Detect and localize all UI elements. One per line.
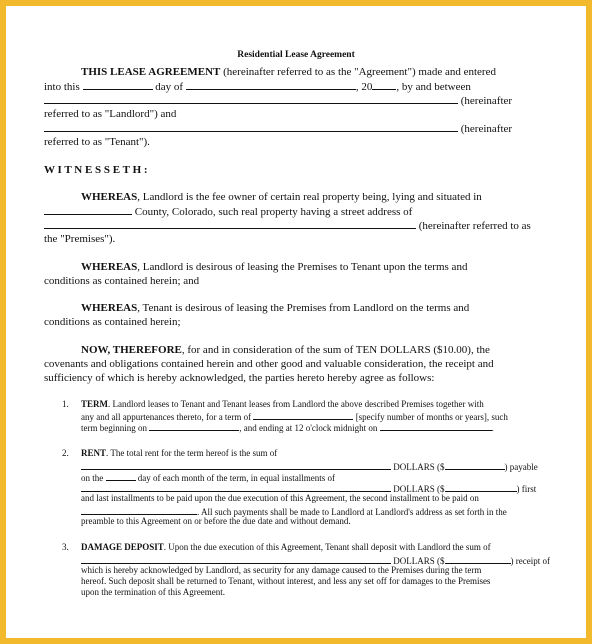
day-blank[interactable] — [83, 80, 153, 90]
whereas-1-line-4: the "Premises"). — [44, 233, 116, 245]
rent-line-5: and last installments to be paid upon the due execution of this Agreement, the second installment to be paid on — [81, 493, 479, 503]
year-blank[interactable] — [372, 80, 396, 90]
intro-line-5: (hereinafter — [44, 122, 512, 136]
deposit-line-5: upon the termination of this Agreement. — [81, 587, 225, 597]
whereas-2-line-2: conditions as contained herein; and — [44, 275, 200, 287]
deposit-words-blank[interactable] — [81, 554, 391, 564]
installment-amount-blank[interactable] — [445, 482, 517, 492]
rent-line-2: DOLLARS ($ ) payable — [81, 460, 538, 473]
landlord-name-blank[interactable] — [44, 94, 458, 104]
now-therefore-line-3: sufficiency of which is hereby acknowledged, the parties hereto hereby agree as follows: — [44, 372, 435, 384]
intro-line-3: (hereinafter — [44, 94, 512, 108]
term-line-1: TERM. Landlord leases to Tenant and Tenant leases from Landlord the above described Premises together with — [81, 399, 484, 409]
now-therefore-line-1: NOW, THEREFORE, for and in consideration of the sum of TEN DOLLARS ($10.00), the — [81, 344, 490, 356]
now-therefore-line-2: covenants and obligations contained herein and other good and valuable consideration, the receipt and — [44, 358, 494, 370]
term-end-blank[interactable] — [380, 421, 492, 431]
intro-line-6: referred to as "Tenant"). — [44, 136, 150, 148]
deposit-line-3: which is hereby acknowledged by Landlord, as security for any damage caused to the Premises during the term — [81, 565, 482, 575]
whereas-1-line-2: County, Colorado, such real property having a street address of — [44, 205, 412, 219]
installment-words-blank[interactable] — [81, 482, 391, 492]
term-start-blank[interactable] — [149, 421, 239, 431]
rent-number: 2. — [62, 448, 69, 458]
term-line-2: any and all appurtenances thereto, for a term of [specify number of months or years], such — [81, 412, 508, 422]
witnesseth-heading: W I T N E S S E T H : — [44, 164, 148, 176]
deposit-amount-blank[interactable] — [445, 554, 511, 564]
deposit-line-2: DOLLARS ($ ) receipt of — [81, 554, 550, 567]
rent-line-6: . All such payments shall be made to Landlord at Landlord's address as set forth in the — [81, 505, 507, 518]
term-number: 1. — [62, 399, 69, 409]
street-address-blank[interactable] — [44, 219, 416, 229]
intro-line-2: into this day of , 20 , by and between — [44, 81, 471, 93]
whereas-3-line-2: conditions as contained herein; — [44, 316, 181, 328]
tenant-name-blank[interactable] — [44, 122, 458, 132]
deposit-number: 3. — [62, 542, 69, 552]
rent-line-7: preamble to this Agreement on or before the due date and without demand. — [81, 516, 351, 526]
whereas-3-line-1: WHEREAS, Tenant is desirous of leasing the Premises from Landlord on the terms and — [81, 302, 470, 314]
rent-line-4: DOLLARS ($ ) first — [81, 482, 536, 495]
document-title: Residential Lease Agreement — [237, 50, 355, 60]
term-length-blank[interactable] — [253, 410, 353, 420]
whereas-2-line-1: WHEREAS, Landlord is desirous of leasing the Premises to Tenant upon the terms and — [81, 261, 468, 273]
intro-line-1: THIS LEASE AGREEMENT (hereinafter referred to as the "Agreement") made and entered — [81, 66, 496, 78]
whereas-1-line-1: WHEREAS, Landlord is the fee owner of certain real property being, lying and situated in — [81, 191, 482, 203]
deposit-line-4: hereof. Such deposit shall be returned to Tenant, without interest, and less any set off for damages to the Premises — [81, 576, 491, 586]
term-line-3: term beginning on , and ending at 12 o'clock midnight on . — [81, 423, 494, 433]
rent-day-blank[interactable] — [106, 471, 136, 481]
document-page — [6, 6, 586, 638]
rent-line-3: on the day of each month of the term, in equal installments of — [81, 473, 335, 483]
second-installment-date-blank[interactable] — [81, 505, 197, 515]
whereas-1-line-3: (hereinafter referred to as — [44, 219, 531, 233]
rent-line-1: RENT. The total rent for the term hereof is the sum of — [81, 448, 278, 458]
intro-line-4: referred to as "Landlord") and — [44, 108, 177, 120]
deposit-line-1: DAMAGE DEPOSIT. Upon the due execution of this Agreement, Tenant shall deposit with Landlord the sum of — [81, 542, 491, 552]
county-blank[interactable] — [44, 205, 132, 215]
month-blank[interactable] — [186, 80, 356, 90]
rent-total-amount-blank[interactable] — [445, 460, 505, 470]
rent-total-words-blank[interactable] — [81, 460, 391, 470]
